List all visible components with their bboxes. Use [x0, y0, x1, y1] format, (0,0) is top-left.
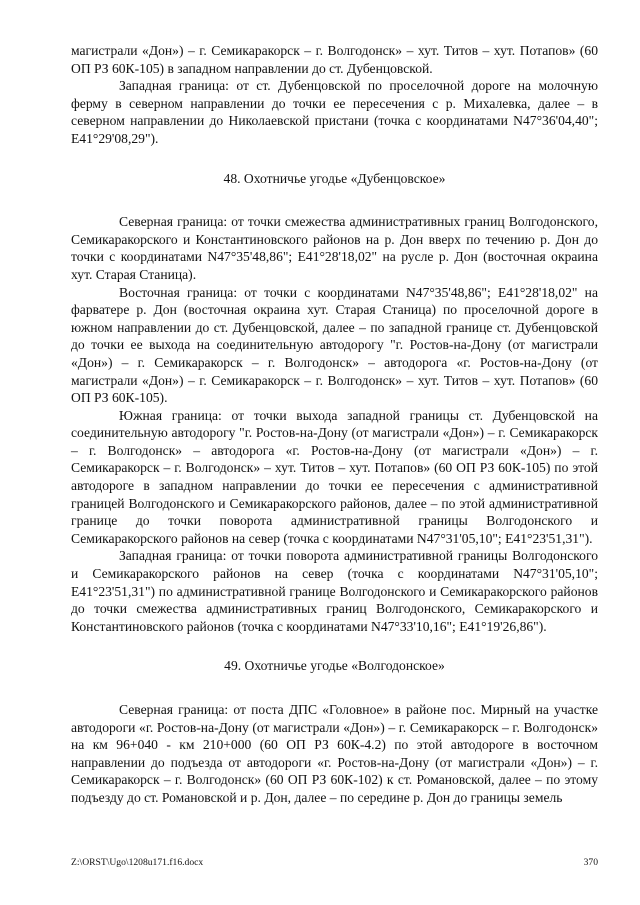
page-number: 370	[583, 857, 598, 868]
paragraph-southern-border-48: Южная граница: от точки выхода западной границы ст. Дубенцовской на соединительную автодорогу "г. Ростов-на-Дону (от магистрали «Дон») – г. Семикаракорск – г. Волгодонск» – автодорога «г. Ростов-на-Дону (от магистрали «Дон») – г. Семикаракорск – г. Волгодонск» – хут. Титов – хут. Потапов» (60 ОП РЗ 60К-105) по этой автодороге в западном направлении до точки ее пересечения с административной границей Волгодонского и Семикаракорского районов, далее – по этой административной границе до точки поворота административной границы Волгодонского и Семикаракорского районов на север (точка с координатами N47°31'05,10"; E41°23'51,31").	[71, 407, 598, 546]
paragraph-western-border-48: Западная граница: от точки поворота административной границы Волгодонского и Семикаракорского районов на север (точка с координатами N47°31'05,10"; E41°23'51,31") по административной границе Волгодонского и Семикаракорского районов до точки смежества административных границ Волгодонского, Семикаракорского и Константиновского районов (точка с координатами N47°33'10,16"; E41°19'26,86").	[71, 548, 598, 634]
section-heading-49: 49. Охотничье угодье «Волгодонское»	[224, 658, 445, 674]
paragraph-northern-border-48: Северная граница: от точки смежества административных границ Волгодонского, Семикаракорского и Константиновского районов на р. Дон вверх по течению р. Дон до точки с координатами N47°35'48,86"; E41°28'18,02" на русле р. Дон (восточная окраина хут. Старая Станица).	[71, 214, 598, 282]
paragraph-northern-border-49: Северная граница: от поста ДПС «Головное» в районе пос. Мирный на участке автодороги «г. Ростов-на-Дону (от магистрали «Дон») – г. Семикаракорск – г. Волгодонск» на км 96+040 - км 210+000 (60 ОП РЗ 60К-4.2) по этой автодороге в восточном направлении до подъезда от автодороги «г. Ростов-на-Дону (от магистрали «Дон») – г. Семикаракорск – г. Волгодонск» (60 ОП РЗ 60К-102) к ст. Романовской, далее – по этому подъезду до ст. Романовской и р. Дон, далее – по середине р. Дон до границы земель	[71, 702, 598, 805]
footer-file-path: Z:\ORST\Ugo\1208u171.f16.docx	[71, 857, 204, 868]
paragraph-continuation: магистрали «Дон») – г. Семикаракорск – г. Волгодонск» – хут. Титов – хут. Потапов» (60 ОП РЗ 60К-105) в западном направлении до ст. Дубенцовской.	[71, 43, 598, 76]
section-heading-48: 48. Охотничье угодье «Дубенцовское»	[223, 170, 446, 186]
paragraph-western-border-47: Западная граница: от ст. Дубенцовской по проселочной дороге на молочную ферму в северном направлении до точки ее пересечения с р. Михалевка, далее – в северном направлении до Николаевской пристани (точка с координатами N47°36'04,40"; E41°29'08,29").	[71, 78, 598, 146]
paragraph-eastern-border-48: Восточная граница: от точки с координатами N47°35'48,86"; E41°28'18,02" на фарватере р. Дон (восточная окраина хут. Старая Станица) по проселочной дороге в южном направлении до ст. Дубенцовской, далее – по западной границе ст. Дубенцовской до точки ее выхода на соединительную автодорогу "г. Ростов-на-Дону (от магистрали «Дон») – г. Семикаракорск – г. Волгодонск» – автодорога «г. Ростов-на-Дону (от магистрали «Дон») – г. Семикаракорск – г. Волгодонск» – хут. Титов – хут. Потапов» (60 ОП РЗ 60К-105).	[71, 284, 598, 406]
document-body	[71, 42, 598, 807]
